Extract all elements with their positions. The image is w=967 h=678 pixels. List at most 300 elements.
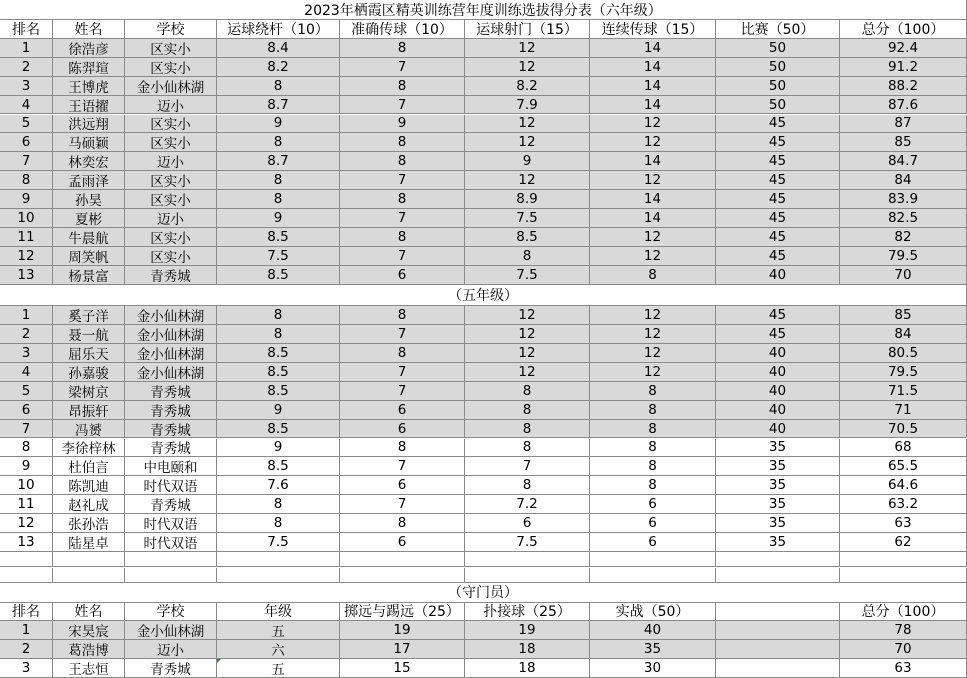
g5-row-3-c2: 8	[340, 344, 465, 363]
g6-row-4-name: 王语擢	[53, 96, 125, 115]
g6-row-1-rank: 1	[0, 39, 53, 58]
sheet-title: 2023年栖霞区精英训练营年度训练选拔得分表（六年级）	[0, 0, 967, 20]
g5-row-10-c1: 7.6	[217, 476, 340, 495]
g6-row-1-c3: 12	[465, 39, 590, 58]
g5-row-2-c5: 45	[716, 325, 840, 344]
spacer-0-c3	[465, 552, 590, 568]
g5-row-7-c1: 8.5	[217, 420, 340, 439]
g6-row-12-c3: 8	[465, 247, 590, 266]
g5-row-10-c2: 6	[340, 476, 465, 495]
header-school: 学校	[125, 20, 217, 39]
gk-row-3-school: 青秀城	[125, 659, 217, 678]
gk-row-2-name: 葛浩博	[53, 640, 125, 659]
g5-row-5-c2: 7	[340, 382, 465, 401]
g6-row-7-c3: 9	[465, 152, 590, 171]
spacer-0-c5	[716, 552, 840, 568]
g5-row-2-c3: 12	[465, 325, 590, 344]
g5-row-7-c4: 8	[590, 420, 716, 439]
gk-row-2-rank: 2	[0, 640, 53, 659]
gk-row-3-match: 30	[590, 659, 716, 678]
g6-row-9-c4: 14	[590, 190, 716, 209]
g6-row-1-total: 92.4	[840, 39, 967, 58]
g6-row-10-c1: 9	[217, 209, 340, 228]
g6-row-10-total: 82.5	[840, 209, 967, 228]
g6-row-13-total: 70	[840, 266, 967, 285]
g5-row-12-name: 张孙浩	[53, 514, 125, 533]
gk-row-1-total: 78	[840, 621, 967, 640]
g5-row-7-school: 青秀城	[125, 420, 217, 439]
g5-row-8-c4: 8	[590, 439, 716, 458]
gk-header-throw-kick: 掷远与踢远（25）	[340, 603, 465, 622]
spacer-0-name	[53, 552, 125, 568]
g6-row-3-rank: 3	[0, 77, 53, 96]
g6-row-6-c3: 12	[465, 133, 590, 152]
g6-row-10-c5: 45	[716, 209, 840, 228]
g6-row-9-c2: 8	[340, 190, 465, 209]
g6-row-13-c3: 7.5	[465, 266, 590, 285]
g5-row-7-name: 冯赟	[53, 420, 125, 439]
gk-header-match: 实战（50）	[590, 603, 716, 622]
g6-row-1-name: 徐浩彦	[53, 39, 125, 58]
section-title-grade5: （五年级）	[0, 285, 967, 307]
g5-row-9-rank: 9	[0, 457, 53, 476]
g6-row-7-rank: 7	[0, 152, 53, 171]
g6-row-1-school: 区实小	[125, 39, 217, 58]
g6-row-13-school: 青秀城	[125, 266, 217, 285]
g5-row-1-c3: 12	[465, 306, 590, 325]
g5-row-5-total: 71.5	[840, 382, 967, 401]
header-c4: 连续传球（15）	[590, 20, 716, 39]
g6-row-5-school: 区实小	[125, 115, 217, 134]
g6-row-7-c2: 8	[340, 152, 465, 171]
g6-row-12-c5: 45	[716, 247, 840, 266]
g5-row-8-rank: 8	[0, 439, 53, 458]
g5-row-9-c2: 7	[340, 457, 465, 476]
g6-row-12-school: 区实小	[125, 247, 217, 266]
spacer-0-rank	[0, 552, 53, 568]
g5-row-13-c5: 35	[716, 533, 840, 552]
g5-row-8-c5: 35	[716, 439, 840, 458]
g6-row-12-c4: 12	[590, 247, 716, 266]
gk-header-blank	[716, 603, 840, 622]
g6-row-4-c3: 7.9	[465, 96, 590, 115]
g6-row-2-c5: 50	[716, 58, 840, 77]
g6-row-13-name: 杨景富	[53, 266, 125, 285]
g5-row-3-c3: 12	[465, 344, 590, 363]
g6-row-9-rank: 9	[0, 190, 53, 209]
spacer-0-total	[840, 552, 967, 568]
g6-row-3-c2: 8	[340, 77, 465, 96]
g5-row-9-c4: 8	[590, 457, 716, 476]
g6-row-6-c5: 45	[716, 133, 840, 152]
g5-row-4-school: 金小仙林湖	[125, 363, 217, 382]
g6-row-9-total: 83.9	[840, 190, 967, 209]
spacer-0-c4	[590, 552, 716, 568]
g6-row-2-total: 91.2	[840, 58, 967, 77]
g5-row-7-c3: 8	[465, 420, 590, 439]
gk-row-1-catch: 19	[465, 621, 590, 640]
g5-row-11-total: 63.2	[840, 495, 967, 514]
gk-row-3-name: 王志恒	[53, 659, 125, 678]
header-total: 总分（100）	[840, 20, 967, 39]
gk-row-2-throw-kick: 17	[340, 640, 465, 659]
g6-row-8-c5: 45	[716, 171, 840, 190]
g5-row-13-rank: 13	[0, 533, 53, 552]
g5-row-8-total: 68	[840, 439, 967, 458]
g5-row-2-rank: 2	[0, 325, 53, 344]
spacer-1-c5	[716, 568, 840, 583]
g6-row-11-c4: 12	[590, 228, 716, 247]
g5-row-4-c1: 8.5	[217, 363, 340, 382]
spacer-1-total	[840, 568, 967, 583]
g6-row-2-school: 区实小	[125, 58, 217, 77]
g5-row-7-rank: 7	[0, 420, 53, 439]
g6-row-10-name: 夏彬	[53, 209, 125, 228]
g6-row-3-school: 金小仙林湖	[125, 77, 217, 96]
g5-row-8-school: 青秀城	[125, 439, 217, 458]
g5-row-1-c5: 45	[716, 306, 840, 325]
g5-row-1-school: 金小仙林湖	[125, 306, 217, 325]
g5-row-12-total: 63	[840, 514, 967, 533]
g6-row-9-c5: 45	[716, 190, 840, 209]
g5-row-4-c2: 7	[340, 363, 465, 382]
g6-row-9-c3: 8.9	[465, 190, 590, 209]
g6-row-8-total: 84	[840, 171, 967, 190]
gk-header-rank: 排名	[0, 603, 53, 622]
g5-row-3-c1: 8.5	[217, 344, 340, 363]
g6-row-4-rank: 4	[0, 96, 53, 115]
g5-row-1-c4: 12	[590, 306, 716, 325]
g5-row-13-name: 陆星卓	[53, 533, 125, 552]
g6-row-8-name: 孟雨泽	[53, 171, 125, 190]
gk-row-3-grade: 五	[217, 659, 340, 678]
g5-row-8-name: 李徐梓林	[53, 439, 125, 458]
g6-row-3-total: 88.2	[840, 77, 967, 96]
g5-row-9-total: 65.5	[840, 457, 967, 476]
header-c1: 运球绕杆（10）	[217, 20, 340, 39]
g5-row-4-rank: 4	[0, 363, 53, 382]
g6-row-9-name: 孙昊	[53, 190, 125, 209]
g6-row-11-rank: 11	[0, 228, 53, 247]
gk-row-3-rank: 3	[0, 659, 53, 678]
g5-row-6-name: 昂振轩	[53, 401, 125, 420]
g6-row-4-c1: 8.7	[217, 96, 340, 115]
g6-row-6-c1: 8	[217, 133, 340, 152]
g6-row-3-c4: 14	[590, 77, 716, 96]
g5-row-4-name: 孙嘉骏	[53, 363, 125, 382]
g5-row-6-c2: 6	[340, 401, 465, 420]
g6-row-10-school: 迈小	[125, 209, 217, 228]
g5-row-1-c1: 8	[217, 306, 340, 325]
g5-row-4-c5: 40	[716, 363, 840, 382]
g5-row-12-c2: 8	[340, 514, 465, 533]
gk-row-1-throw-kick: 19	[340, 621, 465, 640]
g6-row-12-c1: 7.5	[217, 247, 340, 266]
g6-row-13-rank: 13	[0, 266, 53, 285]
g6-row-11-c2: 8	[340, 228, 465, 247]
g6-row-10-c3: 7.5	[465, 209, 590, 228]
g6-row-7-c4: 14	[590, 152, 716, 171]
g6-row-1-c4: 14	[590, 39, 716, 58]
g6-row-8-c1: 8	[217, 171, 340, 190]
spacer-1-c3	[465, 568, 590, 583]
g6-row-2-name: 陈羿瑄	[53, 58, 125, 77]
g6-row-4-c4: 14	[590, 96, 716, 115]
g5-row-9-name: 杜伯言	[53, 457, 125, 476]
gk-row-1-school: 金小仙林湖	[125, 621, 217, 640]
g6-row-2-rank: 2	[0, 58, 53, 77]
g5-row-11-c2: 7	[340, 495, 465, 514]
g6-row-5-c5: 45	[716, 115, 840, 134]
g6-row-11-name: 牛晨航	[53, 228, 125, 247]
spacer-1-c2	[340, 568, 465, 583]
g6-row-6-school: 区实小	[125, 133, 217, 152]
g5-row-7-c2: 6	[340, 420, 465, 439]
g6-row-11-total: 82	[840, 228, 967, 247]
g6-row-9-school: 区实小	[125, 190, 217, 209]
g5-row-3-c4: 12	[590, 344, 716, 363]
gk-row-2-blank	[716, 640, 840, 659]
gk-row-1-blank	[716, 621, 840, 640]
g6-row-11-school: 区实小	[125, 228, 217, 247]
spacer-1-c1	[217, 568, 340, 583]
g6-row-11-c1: 8.5	[217, 228, 340, 247]
g5-row-1-name: 奚子洋	[53, 306, 125, 325]
g6-row-12-c2: 7	[340, 247, 465, 266]
g6-row-7-c5: 45	[716, 152, 840, 171]
g5-row-12-c3: 6	[465, 514, 590, 533]
gk-row-1-grade: 五	[217, 621, 340, 640]
g5-row-9-c1: 8.5	[217, 457, 340, 476]
g6-row-6-c2: 8	[340, 133, 465, 152]
g6-row-13-c5: 40	[716, 266, 840, 285]
g6-row-8-c4: 12	[590, 171, 716, 190]
g5-row-2-c4: 12	[590, 325, 716, 344]
g5-row-12-rank: 12	[0, 514, 53, 533]
header-c3: 运球射门（15）	[465, 20, 590, 39]
spacer-0-c2	[340, 552, 465, 568]
g5-row-5-c3: 8	[465, 382, 590, 401]
g6-row-8-rank: 8	[0, 171, 53, 190]
g6-row-2-c1: 8.2	[217, 58, 340, 77]
g6-row-5-total: 87	[840, 115, 967, 134]
g5-row-11-c3: 7.2	[465, 495, 590, 514]
g6-row-7-name: 林奕宏	[53, 152, 125, 171]
g5-row-6-c1: 9	[217, 401, 340, 420]
cell-comment-marker	[217, 659, 221, 663]
gk-row-2-catch: 18	[465, 640, 590, 659]
g5-row-3-rank: 3	[0, 344, 53, 363]
g6-row-13-c2: 6	[340, 266, 465, 285]
g5-row-6-school: 青秀城	[125, 401, 217, 420]
g6-row-3-name: 王博虎	[53, 77, 125, 96]
g6-row-4-school: 迈小	[125, 96, 217, 115]
g5-row-6-rank: 6	[0, 401, 53, 420]
gk-header-name: 姓名	[53, 603, 125, 622]
g6-row-10-c4: 14	[590, 209, 716, 228]
gk-row-2-match: 35	[590, 640, 716, 659]
g6-row-7-c1: 8.7	[217, 152, 340, 171]
g5-row-5-school: 青秀城	[125, 382, 217, 401]
g5-row-4-c3: 12	[465, 363, 590, 382]
g5-row-10-c3: 8	[465, 476, 590, 495]
g5-row-13-c3: 7.5	[465, 533, 590, 552]
g6-row-2-c2: 7	[340, 58, 465, 77]
g5-row-9-c3: 7	[465, 457, 590, 476]
spacer-1-c4	[590, 568, 716, 583]
g6-row-4-total: 87.6	[840, 96, 967, 115]
g5-row-5-c5: 40	[716, 382, 840, 401]
g6-row-10-c2: 7	[340, 209, 465, 228]
g5-row-12-c1: 8	[217, 514, 340, 533]
g5-row-11-c4: 6	[590, 495, 716, 514]
g6-row-7-total: 84.7	[840, 152, 967, 171]
g5-row-11-c5: 35	[716, 495, 840, 514]
g5-row-8-c3: 8	[465, 439, 590, 458]
g6-row-3-c5: 50	[716, 77, 840, 96]
g5-row-5-c1: 8.5	[217, 382, 340, 401]
gk-row-3-blank	[716, 659, 840, 678]
g5-row-3-school: 金小仙林湖	[125, 344, 217, 363]
gk-header-catch: 扑接球（25）	[465, 603, 590, 622]
g6-row-1-c2: 8	[340, 39, 465, 58]
g5-row-10-rank: 10	[0, 476, 53, 495]
gk-header-school: 学校	[125, 603, 217, 622]
g5-row-3-name: 屈乐天	[53, 344, 125, 363]
g5-row-2-c1: 8	[217, 325, 340, 344]
g6-row-13-c4: 8	[590, 266, 716, 285]
g5-row-1-c2: 8	[340, 306, 465, 325]
g5-row-1-rank: 1	[0, 306, 53, 325]
g6-row-2-c3: 12	[465, 58, 590, 77]
g6-row-6-rank: 6	[0, 133, 53, 152]
gk-row-3-throw-kick: 15	[340, 659, 465, 678]
g5-row-5-rank: 5	[0, 382, 53, 401]
g5-row-8-c1: 9	[217, 439, 340, 458]
g6-row-7-school: 迈小	[125, 152, 217, 171]
gk-row-1-rank: 1	[0, 621, 53, 640]
g5-row-10-c4: 8	[590, 476, 716, 495]
spacer-0-school	[125, 552, 217, 568]
g5-row-5-c4: 8	[590, 382, 716, 401]
g5-row-4-c4: 12	[590, 363, 716, 382]
gk-row-3-total: 63	[840, 659, 967, 678]
g6-row-5-name: 洪远翔	[53, 115, 125, 134]
g5-row-2-name: 聂一航	[53, 325, 125, 344]
g5-row-4-total: 79.5	[840, 363, 967, 382]
g6-row-9-c1: 8	[217, 190, 340, 209]
g5-row-6-total: 71	[840, 401, 967, 420]
gk-row-3-catch: 18	[465, 659, 590, 678]
g5-row-13-school: 时代双语	[125, 533, 217, 552]
g6-row-8-c3: 12	[465, 171, 590, 190]
g5-row-6-c3: 8	[465, 401, 590, 420]
spacer-1-rank	[0, 568, 53, 583]
g6-row-2-c4: 14	[590, 58, 716, 77]
g5-row-7-total: 70.5	[840, 420, 967, 439]
g6-row-3-c3: 8.2	[465, 77, 590, 96]
g5-row-12-c4: 6	[590, 514, 716, 533]
g5-row-5-name: 梁树京	[53, 382, 125, 401]
g5-row-13-c2: 6	[340, 533, 465, 552]
g5-row-12-school: 时代双语	[125, 514, 217, 533]
g6-row-1-c5: 50	[716, 39, 840, 58]
g5-row-11-school: 青秀城	[125, 495, 217, 514]
gk-row-2-grade: 六	[217, 640, 340, 659]
g5-row-13-c1: 7.5	[217, 533, 340, 552]
g5-row-6-c4: 8	[590, 401, 716, 420]
g5-row-9-school: 中电颐和	[125, 457, 217, 476]
g6-row-12-name: 周笑帆	[53, 247, 125, 266]
g6-row-4-c2: 7	[340, 96, 465, 115]
g6-row-5-c4: 12	[590, 115, 716, 134]
g6-row-8-c2: 7	[340, 171, 465, 190]
g6-row-12-total: 79.5	[840, 247, 967, 266]
g5-row-13-total: 62	[840, 533, 967, 552]
g5-row-11-rank: 11	[0, 495, 53, 514]
g6-row-5-c2: 9	[340, 115, 465, 134]
g5-row-10-c5: 35	[716, 476, 840, 495]
g6-row-5-c3: 12	[465, 115, 590, 134]
g5-row-3-c5: 40	[716, 344, 840, 363]
g6-row-13-c1: 8.5	[217, 266, 340, 285]
g6-row-5-c1: 9	[217, 115, 340, 134]
g6-row-6-total: 85	[840, 133, 967, 152]
g6-row-8-school: 区实小	[125, 171, 217, 190]
g5-row-11-c1: 8	[217, 495, 340, 514]
section-title-goalkeeper: （守门员）	[0, 583, 967, 603]
g6-row-6-name: 马硕颖	[53, 133, 125, 152]
g5-row-11-name: 赵礼成	[53, 495, 125, 514]
g5-row-2-school: 金小仙林湖	[125, 325, 217, 344]
spacer-1-school	[125, 568, 217, 583]
g6-row-11-c3: 8.5	[465, 228, 590, 247]
gk-row-1-name: 宋昊宸	[53, 621, 125, 640]
gk-row-2-total: 70	[840, 640, 967, 659]
g6-row-12-rank: 12	[0, 247, 53, 266]
g5-row-2-c2: 7	[340, 325, 465, 344]
header-rank: 排名	[0, 20, 53, 39]
g6-row-3-c1: 8	[217, 77, 340, 96]
g6-row-5-rank: 5	[0, 115, 53, 134]
gk-header-grade: 年级	[217, 603, 340, 622]
g6-row-6-c4: 12	[590, 133, 716, 152]
g5-row-13-c4: 6	[590, 533, 716, 552]
header-name: 姓名	[53, 20, 125, 39]
gk-row-1-match: 40	[590, 621, 716, 640]
g5-row-12-c5: 35	[716, 514, 840, 533]
g6-row-11-c5: 45	[716, 228, 840, 247]
header-c5: 比赛（50）	[716, 20, 840, 39]
header-c2: 准确传球（10）	[340, 20, 465, 39]
g5-row-6-c5: 40	[716, 401, 840, 420]
g5-row-10-name: 陈凯迪	[53, 476, 125, 495]
g6-row-4-c5: 50	[716, 96, 840, 115]
spacer-1-name	[53, 568, 125, 583]
gk-row-2-school: 迈小	[125, 640, 217, 659]
gk-header-total: 总分（100）	[840, 603, 967, 622]
g5-row-9-c5: 35	[716, 457, 840, 476]
g5-row-1-total: 85	[840, 306, 967, 325]
g5-row-2-total: 84	[840, 325, 967, 344]
g5-row-3-total: 80.5	[840, 344, 967, 363]
g5-row-8-c2: 8	[340, 439, 465, 458]
g5-row-10-school: 时代双语	[125, 476, 217, 495]
g6-row-1-c1: 8.4	[217, 39, 340, 58]
g5-row-10-total: 64.6	[840, 476, 967, 495]
spacer-0-c1	[217, 552, 340, 568]
g5-row-7-c5: 40	[716, 420, 840, 439]
